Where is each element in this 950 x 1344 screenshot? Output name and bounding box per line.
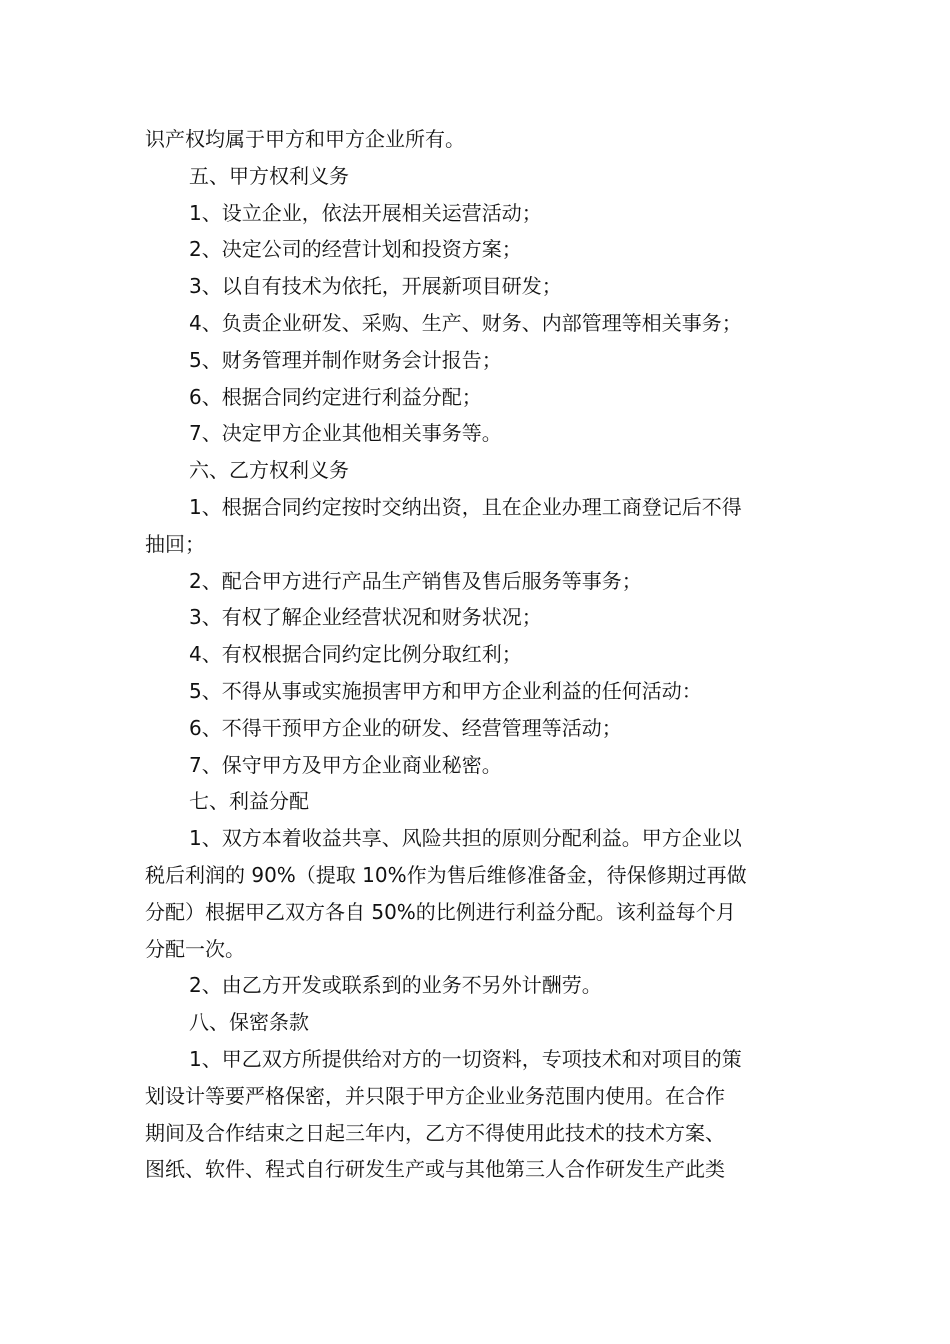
text-line: 5、不得从事或实施损害甲方和甲方企业利益的任何活动： — [189, 678, 702, 703]
text-line: 六、乙方权利义务 — [189, 458, 349, 483]
text-line: 6、不得干预甲方企业的研发、经营管理等活动； — [189, 715, 622, 740]
text-line: 划设计等要严格保密，并只限于甲方企业业务范围内使用。在合作 — [145, 1083, 725, 1108]
text-line: 3、以自有技术为依托，开展新项目研发； — [189, 274, 562, 299]
text-line: 7、保守甲方及甲方企业商业秘密。 — [189, 752, 502, 777]
text-line: 期间及合作结束之日起三年内，乙方不得使用此技术的技术方案、 — [145, 1120, 725, 1145]
text-line: 八、保密条款 — [189, 1010, 309, 1035]
text-line: 4、有权根据合同约定比例分取红利； — [189, 642, 522, 667]
text-line: 3、有权了解企业经营状况和财务状况； — [189, 605, 542, 630]
text-line: 6、根据合同约定进行利益分配； — [189, 384, 482, 409]
text-line: 七、利益分配 — [189, 789, 309, 814]
text-line: 抽回； — [145, 531, 205, 556]
text-line: 图纸、软件、程式自行研发生产或与其他第三人合作研发生产此类 — [145, 1157, 725, 1182]
text-line: 5、财务管理并制作财务会计报告； — [189, 347, 502, 372]
text-line: 分配一次。 — [145, 936, 245, 961]
text-line: 识产权均属于甲方和甲方企业所有。 — [145, 127, 465, 151]
text-line: 分配）根据甲乙双方各自 50%的比例进行利益分配。该利益每个月 — [145, 899, 736, 924]
text-line: 1、设立企业，依法开展相关运营活动； — [189, 200, 542, 225]
text-line: 1、双方本着收益共享、风险共担的原则分配利益。甲方企业以 — [189, 826, 742, 851]
text-line: 7、决定甲方企业其他相关事务等。 — [189, 421, 502, 446]
text-line: 2、配合甲方进行产品生产销售及售后服务等事务； — [189, 568, 642, 593]
document-body — [145, 121, 810, 1188]
text-line: 1、甲乙双方所提供给对方的一切资料，专项技术和对项目的策 — [189, 1046, 742, 1071]
text-line: 4、负责企业研发、采购、生产、财务、内部管理等相关事务； — [189, 310, 742, 335]
text-line: 2、决定公司的经营计划和投资方案； — [189, 237, 522, 262]
text-line: 五、甲方权利义务 — [189, 163, 349, 188]
text-line: 税后利润的 90%（提取 10%作为售后维修准备金，待保修期过再做 — [145, 862, 747, 887]
text-line: 1、根据合同约定按时交纳出资，且在企业办理工商登记后不得 — [189, 494, 742, 519]
text-line: 2、由乙方开发或联系到的业务不另外计酬劳。 — [189, 973, 602, 998]
